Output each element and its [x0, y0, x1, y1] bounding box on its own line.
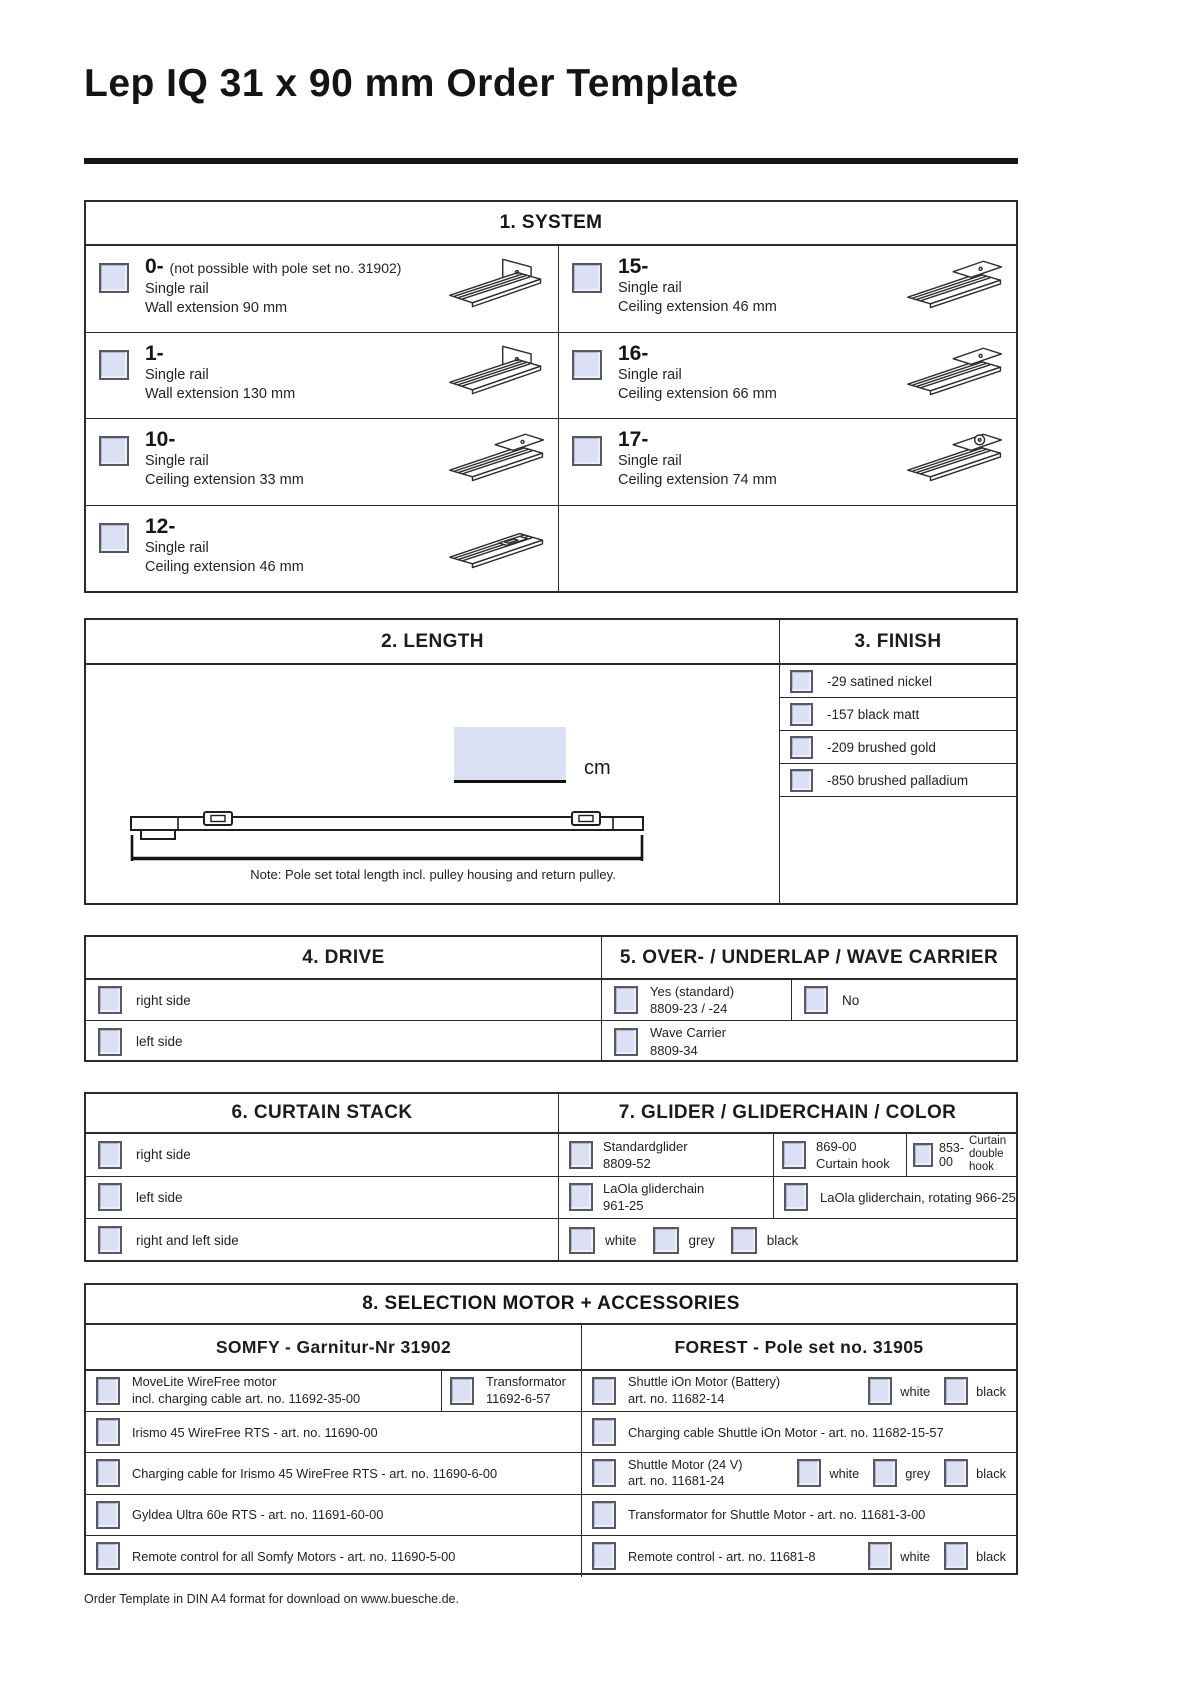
- somfy-transformator-cell: Transformator 11692-6-57: [442, 1371, 581, 1411]
- system-empty-cell: [559, 506, 1016, 593]
- system-table: [84, 200, 1018, 593]
- system-12-checkbox[interactable]: [99, 523, 129, 553]
- shuttle-ion-white-checkbox[interactable]: [868, 1377, 892, 1405]
- shuttle-24v-checkbox[interactable]: [592, 1459, 616, 1487]
- somfy-remote-checkbox[interactable]: [96, 1542, 120, 1570]
- somfy-row-gyldea: Gyldea Ultra 60e RTS - art. no. 11691-60-00: [86, 1495, 581, 1536]
- curtain-right-checkbox[interactable]: [98, 1141, 122, 1169]
- system-0-code: 0- (not possible with pole set no. 31902): [145, 255, 402, 278]
- motor-title: 8. SELECTION MOTOR + ACCESSORIES: [86, 1285, 1016, 1325]
- curtain-hook-cell: 869-00 Curtain hook: [774, 1134, 907, 1176]
- motor-table: [84, 1283, 1018, 1575]
- finish-157-checkbox[interactable]: [790, 703, 813, 726]
- finish-title: 3. FINISH: [854, 630, 942, 652]
- finish-option: -209 brushed gold: [780, 731, 1016, 764]
- system-option-17: 17- Single rail Ceiling extension 74 mm: [559, 419, 1016, 506]
- glider-white-checkbox[interactable]: [569, 1227, 595, 1254]
- glider-title: 7. GLIDER / GLIDERCHAIN / COLOR: [618, 1102, 957, 1123]
- drive-overlap-table: [84, 935, 1018, 1062]
- system-15-checkbox[interactable]: [572, 263, 602, 293]
- rail-ceiling-knob-illustration-icon: [904, 426, 1008, 486]
- system-option-10: 10- Single rail Ceiling extension 33 mm: [86, 419, 559, 506]
- finish-options: [780, 665, 1016, 797]
- finish-option: -157 black matt: [780, 698, 1016, 731]
- gyldea-checkbox[interactable]: [96, 1501, 120, 1529]
- drive-right-side: right side: [86, 980, 602, 1020]
- system-10-checkbox[interactable]: [99, 436, 129, 466]
- overlap-no-checkbox[interactable]: [804, 986, 828, 1014]
- shuttle-ion-checkbox[interactable]: [592, 1377, 616, 1405]
- curtain-left-checkbox[interactable]: [98, 1183, 122, 1211]
- finish-29-checkbox[interactable]: [790, 670, 813, 693]
- somfy-row-remote: Remote control for all Somfy Motors - art. no. 11690-5-00: [86, 1536, 581, 1577]
- forest-row-shuttle-24v: Shuttle Motor (24 V) art. no. 11681-24 white grey black: [582, 1453, 1016, 1494]
- drive-title: 4. DRIVE: [86, 937, 602, 978]
- curtain-glider-table: [84, 1092, 1018, 1262]
- title-divider: [84, 158, 1018, 164]
- shuttle-24v-white-checkbox[interactable]: [797, 1459, 821, 1487]
- forest-header: FOREST - Pole set no. 31905: [674, 1336, 924, 1357]
- footer-note: Order Template in DIN A4 format for download on www.buesche.de.: [84, 1592, 459, 1606]
- shuttle-24v-grey: grey: [873, 1459, 930, 1487]
- overlap-title: 5. OVER- / UNDERLAP / WAVE CARRIER: [619, 946, 999, 968]
- forest-remote-checkbox[interactable]: [592, 1542, 616, 1570]
- shuttle-24v-grey-checkbox[interactable]: [873, 1459, 897, 1487]
- forest-row-shuttle-ion: Shuttle iOn Motor (Battery) art. no. 11682-14 white black: [582, 1371, 1016, 1412]
- irismo-checkbox[interactable]: [96, 1418, 120, 1446]
- shuttle-24v-black-checkbox[interactable]: [944, 1459, 968, 1487]
- movelite-checkbox[interactable]: [96, 1377, 120, 1405]
- rail-wall-illustration-icon: [446, 253, 550, 313]
- length-title: 2. LENGTH: [86, 620, 780, 663]
- drive-left-checkbox[interactable]: [98, 1028, 122, 1056]
- system-17-code: 17-: [618, 428, 649, 451]
- forest-row-remote: Remote control - art. no. 11681-8 white black: [582, 1536, 1016, 1577]
- system-16-code: 16-: [618, 341, 649, 365]
- system-option-1: 1- Single rail Wall extension 130 mm: [86, 333, 559, 420]
- length-note: Note: Pole set total length incl. pulley housing and return pulley.: [250, 867, 616, 882]
- system-option-0: 0- (not possible with pole set no. 31902) Single rail Wall extension 90 mm: [86, 246, 559, 333]
- shuttle-ion-white: white: [868, 1377, 930, 1405]
- length-area: [86, 665, 780, 903]
- shuttle-ion-cable-checkbox[interactable]: [592, 1418, 616, 1446]
- system-15-code: 15-: [618, 255, 649, 278]
- forest-remote-black-checkbox[interactable]: [944, 1542, 968, 1570]
- forest-transformator-checkbox[interactable]: [592, 1501, 616, 1529]
- forest-remote-black: black: [944, 1542, 1006, 1570]
- overlap-yes-checkbox[interactable]: [614, 986, 638, 1014]
- glider-color-white: white: [569, 1227, 637, 1254]
- system-option-16: 16- Single rail Ceiling extension 66 mm: [559, 333, 1016, 420]
- forest-column: [582, 1371, 1016, 1577]
- finish-option: -29 satined nickel: [780, 665, 1016, 698]
- system-option-12: 12- Single rail Ceiling extension 46 mm: [86, 506, 559, 593]
- forest-row-charging-cable: Charging cable Shuttle iOn Motor - art. no. 11682-15-57: [582, 1412, 1016, 1453]
- length-unit-label: cm: [584, 757, 611, 779]
- wave-carrier: Wave Carrier 8809-34: [602, 1021, 1016, 1062]
- drive-left-side: left side: [86, 1021, 602, 1062]
- shuttle-ion-black: black: [944, 1377, 1006, 1405]
- system-1-code: 1-: [145, 341, 164, 365]
- somfy-row-irismo: Irismo 45 WireFree RTS - art. no. 11690-00: [86, 1412, 581, 1453]
- length-input[interactable]: [454, 727, 566, 783]
- finish-209-checkbox[interactable]: [790, 736, 813, 759]
- system-title: 1. SYSTEM: [86, 202, 1016, 246]
- somfy-header: SOMFY - Garnitur-Nr 31902: [86, 1325, 582, 1369]
- somfy-column: [86, 1371, 582, 1577]
- somfy-row-movelite: MoveLite WireFree motor incl. charging cable art. no. 11692-35-00 Transformator 11692-6-57: [86, 1371, 581, 1412]
- system-option-15: 15- Single rail Ceiling extension 46 mm: [559, 246, 1016, 333]
- glider-color-grey: grey: [653, 1227, 715, 1254]
- system-0-checkbox[interactable]: [99, 263, 129, 293]
- curtain-right-side: right side: [86, 1134, 559, 1176]
- length-finish-table: [84, 618, 1018, 905]
- forest-remote-white-checkbox[interactable]: [868, 1542, 892, 1570]
- laola-gliderchain-checkbox[interactable]: [569, 1183, 593, 1211]
- wave-carrier-checkbox[interactable]: [614, 1028, 638, 1056]
- glider-color-black: black: [731, 1227, 799, 1254]
- curtain-both-sides: right and left side: [86, 1219, 559, 1262]
- finish-option: -850 brushed palladium: [780, 764, 1016, 797]
- system-12-code: 12-: [145, 514, 176, 538]
- curtain-double-hook-checkbox[interactable]: [913, 1143, 933, 1167]
- glider-grey-checkbox[interactable]: [653, 1227, 679, 1254]
- system-16-checkbox[interactable]: [572, 350, 602, 380]
- laola-gliderchain-cell: LaOla gliderchain 961-25: [559, 1177, 774, 1219]
- system-1-checkbox[interactable]: [99, 350, 129, 380]
- shuttle-24v-black: black: [944, 1459, 1006, 1487]
- curtain-hook-checkbox[interactable]: [782, 1141, 806, 1169]
- overlap-no: No: [792, 980, 1016, 1020]
- overlap-yes: Yes (standard) 8809-23 / -24: [602, 980, 792, 1020]
- drive-right-checkbox[interactable]: [98, 986, 122, 1014]
- irismo-cable-checkbox[interactable]: [96, 1459, 120, 1487]
- pole-length-diagram-icon: [124, 803, 680, 865]
- glider-color-row: [559, 1219, 1016, 1262]
- laola-rotating-checkbox[interactable]: [784, 1183, 808, 1211]
- standardglider-cell: Standardglider 8809-52: [559, 1134, 774, 1176]
- somfy-transformator-checkbox[interactable]: [450, 1377, 474, 1405]
- standardglider-checkbox[interactable]: [569, 1141, 593, 1169]
- shuttle-24v-white: white: [797, 1459, 859, 1487]
- forest-row-transformator: Transformator for Shuttle Motor - art. no. 11681-3-00: [582, 1495, 1016, 1536]
- rail-wall-illustration-icon: [446, 340, 550, 400]
- forest-remote-white: white: [868, 1542, 930, 1570]
- shuttle-ion-black-checkbox[interactable]: [944, 1377, 968, 1405]
- glider-black-checkbox[interactable]: [731, 1227, 757, 1254]
- somfy-row-irismo-cable: Charging cable for Irismo 45 WireFree RTS - art. no. 11690-6-00: [86, 1453, 581, 1494]
- curtain-left-side: left side: [86, 1177, 559, 1219]
- page-title: Lep IQ 31 x 90 mm Order Template: [84, 62, 739, 105]
- curtain-stack-title: 6. CURTAIN STACK: [86, 1094, 559, 1132]
- finish-850-checkbox[interactable]: [790, 769, 813, 792]
- rail-ceiling-slot-illustration-icon: [446, 513, 550, 573]
- rail-ceiling-illustration-icon: [446, 426, 550, 486]
- rail-ceiling-illustration-icon: [904, 253, 1008, 313]
- curtain-both-checkbox[interactable]: [98, 1226, 122, 1254]
- laola-rotating-cell: LaOla gliderchain, rotating 966-25: [774, 1177, 1016, 1219]
- curtain-double-hook-cell: 853-00 Curtain double hook: [907, 1134, 1016, 1176]
- rail-ceiling-illustration-icon: [904, 340, 1008, 400]
- system-17-checkbox[interactable]: [572, 436, 602, 466]
- system-10-code: 10-: [145, 428, 176, 451]
